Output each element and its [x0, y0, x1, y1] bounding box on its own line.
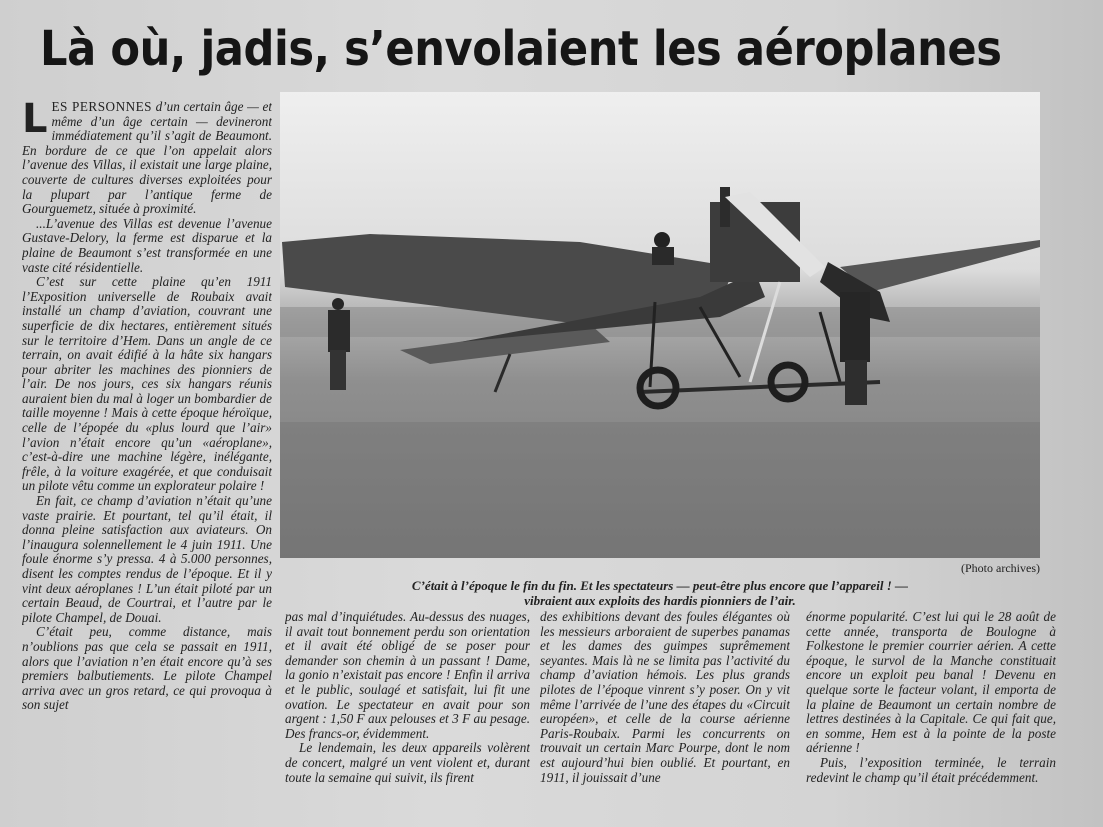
paragraph-10: Puis, l’exposition terminée, le terrain redevint le champ qu’il était précédemment. [806, 754, 1056, 785]
paragraph-6: pas mal d’inquiétudes. Au-dessus des nuages, il avait tout bonnement perdu son orientation et il avait été obligé de se poser pour demander son chemin à un passant ! Dame, la gonio n’existait pas encore ! Enfin il arriva et le public, soulagé et satisfait, lui fit une ovation. Le spectateur en avait pour son argent : 1,50 F aux pelouses et 3 F au pesage. Des francs-or, évidemment. [285, 610, 530, 741]
paragraph-1: d’un certain âge — et même d’un âge certain — devineront immédiatement qu’il s’agit de Beaumont. En bordure de ce que l’on appelait alors l’avenue des Villas, il existait une large plaine, couverte de cultures diverses exploitées pour la plupart par l’antique ferme de Gourguemetz, située à proximité. [22, 100, 272, 217]
article-column-1 [22, 100, 272, 827]
article-column-3 [540, 610, 790, 827]
article-column-4 [806, 610, 1056, 827]
paragraph-7: Le lendemain, les deux appareils volèrent de concert, malgré un vent violent et, durant toute la semaine qui suivit, ils firent [285, 740, 530, 785]
paragraph-2: ...L’avenue des Villas est devenue l’avenue Gustave-Delory, la ferme est disparue et la plaine de Beaumont s’est transformée en une vaste cité résidentielle. [22, 215, 272, 275]
photo-credit: (Photo archives) [961, 561, 1040, 575]
article-column-2 [285, 610, 530, 827]
paragraph-5: C’était peu, comme distance, mais n’oublions pas que cela se passait en 1911, alors que l’aviation n’en était encore qu’à ses premiers balbutiements. Le pilote Champel arriva avec un gros retard, ce qui provoqua à son sujet [22, 624, 272, 713]
paragraph-8: des exhibitions devant des foules élégantes où les messieurs arboraient de superbes panamas et les dames des guimpes suprêmement seyantes. Mais là ne se limita pas l’activité du champ d’aviation hémois. Les plus grands pilotes de l’époque vinrent s’y poser. On y vit même l’arrivée de l’une des étapes du «Circuit européen», et celle de la course aérienne Paris-Roubaix. Parmi les concurrents on trouvait un certain Marc Pourpe, dont le nom est aujourd’hui bien oublié. Et pourtant, en 1911, il jouissait d’une [540, 610, 790, 785]
caption-line-1: C’était à l’époque le fin du fin. Et les spectateurs — peut-être plus encore que l’appareil ! — [411, 578, 909, 593]
paragraph-4: En fait, ce champ d’aviation n’était qu’une vaste prairie. Et pourtant, tel qu’il était, il donna pleine satisfaction aux aviateurs. On l’inaugura solennellement le 4 juin 1911. Une foule énorme s’y pressa. 4 à 5.000 personnes, disent les comptes rendus de l’époque. Et il y vint deux aéroplanes ! L’un était piloté par un certain Beaud, de Courtrai, et l’autre par le pilote Champel, de Douai. [22, 493, 272, 625]
photo-caption [300, 578, 1020, 610]
drop-cap: L [22, 100, 48, 142]
headline: Là où, jadis, s’envolaient les aéroplanes [40, 21, 1002, 77]
archive-photo-monoplane [280, 92, 1040, 558]
paragraph-3: C’est sur cette plaine qu’en 1911 l’Exposition universelle de Roubaix avait installé un champ d’aviation, couvrant une superficie de dix hectares, entièrement situés sur le territoire d’Hem. Dans un angle de ce terrain, on avait édifié à la hâte six hangars pour abriter les machines des pionniers de l’air. De nos jours, ces six hangars réunis auraient bien du mal à loger un bombardier de taille moyenne ! Mais à cette époque héroïque, celle de l’épopée du «plus lourd que l’air» l’avion n’était encore qu’un «aéroplane», c’est-à-dire une machine légère, inélégante, frêle, à la voiture exagérée, et que conduisait un pilote vêtu comme un explorateur polaire ! [22, 274, 272, 494]
caption-line-2: vibraient aux exploits des hardis pionniers de l’air. [524, 593, 796, 608]
paragraph-9: énorme popularité. C’est lui qui le 28 août de cette année, transporta de Boulogne à Folkestone le premier courrier aérien. A cette époque, le survol de la Manche constituait encore un exploit peu banal ! Devenu en quelque sorte le facteur volant, il emporta de la plaine de Beaumont un certain nombre de lettres destinées à la Capitale. Ce qui fait que, en somme, Hem est à la pointe de la poste aérienne ! [806, 610, 1056, 756]
lead-caps: ES PERSONNES [51, 100, 153, 114]
